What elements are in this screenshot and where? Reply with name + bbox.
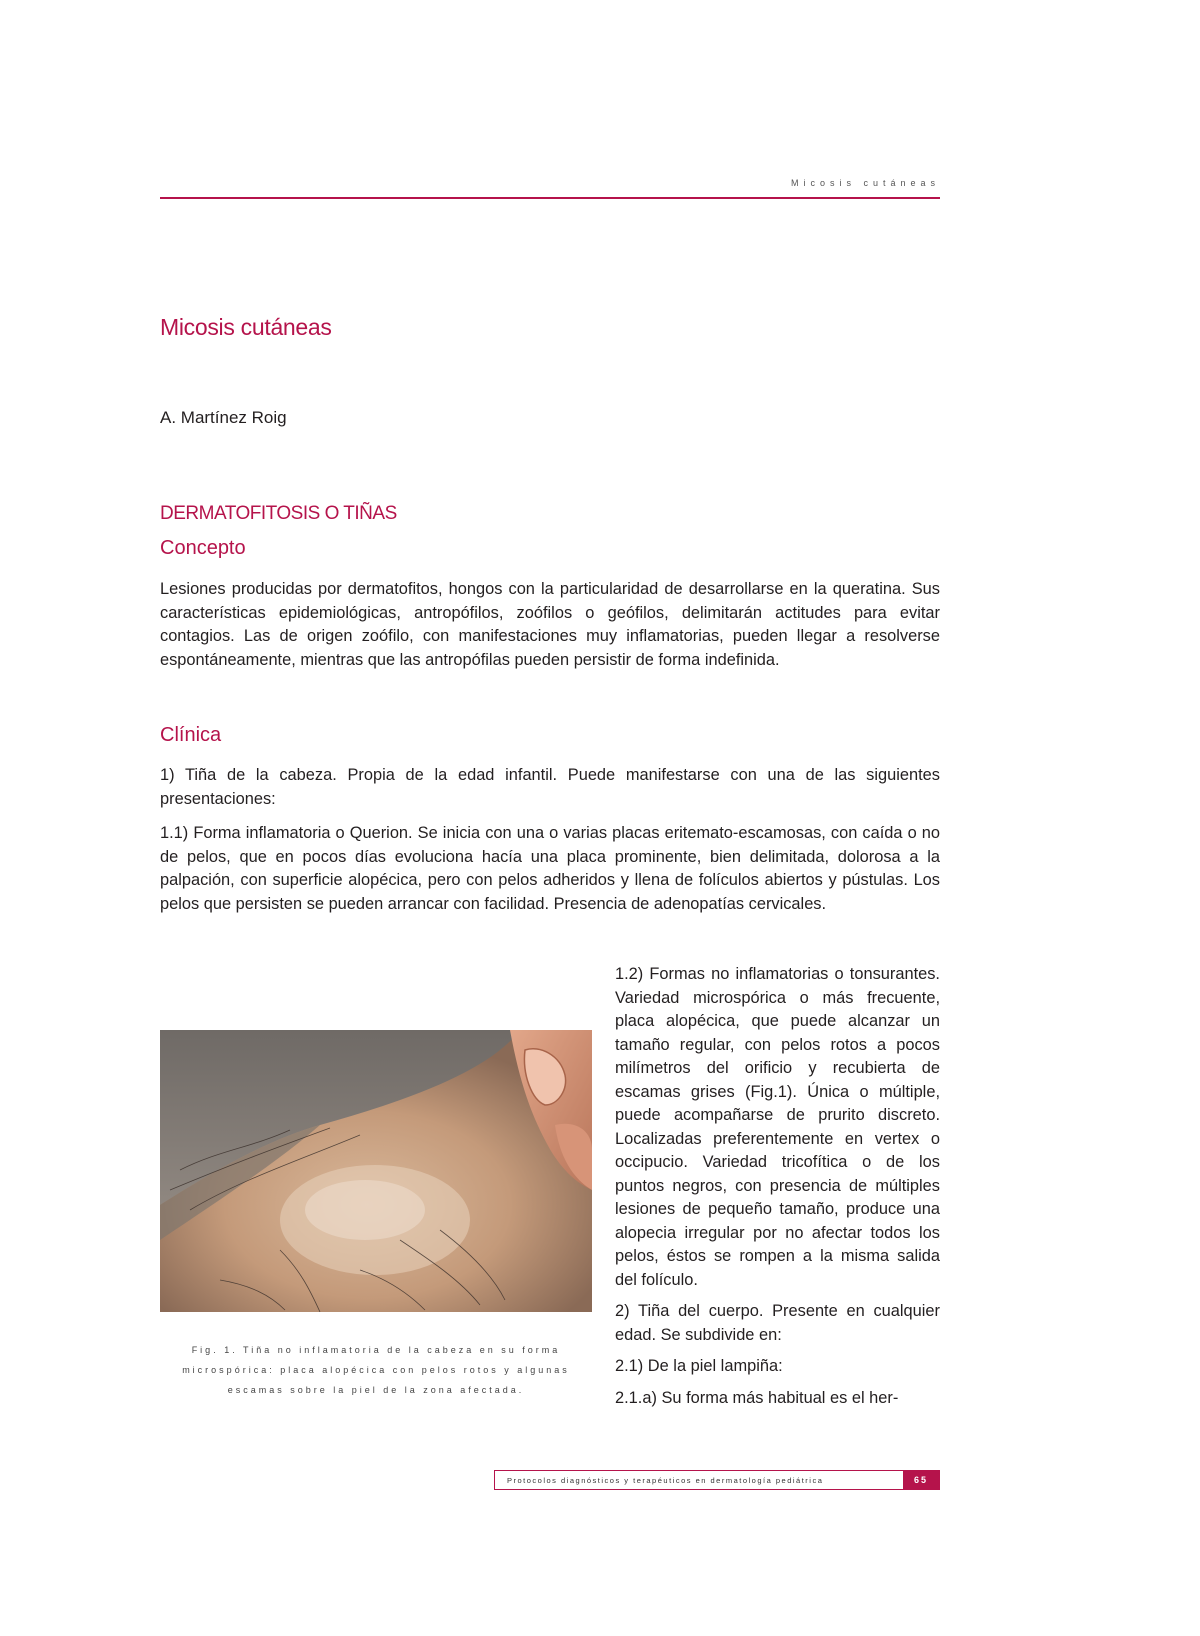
clinica-paragraph-3: 1.2) Formas no inflamatorias o tonsurantes. Variedad microspórica o más frecuente, placa alopécica, que puede alcanzar un tamaño regular, con pelos rotos a pocos milímetros del orificio y recubierta de escamas grises (Fig.1). Única o múltiple, puede acompañarse de prurito discreto. Localizadas preferentemente en vertex o occipucio. Variedad tricofítica o de los puntos negros, con presencia de múltiples lesiones de pequeño tamaño, produce una alopecia irregular por no afectar todos los pelos, éstos se rompen a la misma salida del folículo.: [615, 965, 940, 1289]
figure-1-photo: [160, 1030, 592, 1312]
header-rule: [160, 197, 940, 199]
figure-1-caption: [160, 1340, 592, 1400]
clinica-paragraph-2: 1.1) Forma inflamatoria o Querion. Se inicia con una o varias placas eritemato-escamosas, con caída o no de pelos, que en pocos días evoluciona hacía una placa prominente, bien delimitada, dolorosa a la palpación, con superficie alopécica, pero con pelos adheridos y llena de folículos abiertos y pústulas. Los pelos que persisten se pueden arrancar con facilidad. Presencia de adenopatías cervicales.: [160, 824, 940, 913]
concepto-heading: Concepto: [160, 537, 246, 559]
running-header: Micosis cutáneas: [790, 178, 940, 188]
page-footer: [494, 1470, 940, 1490]
page-number: 65: [903, 1471, 939, 1489]
clinica-heading: Clínica: [160, 724, 222, 746]
footer-book-title: Protocolos diagnósticos y terapéuticos en dermatología pediátrica: [507, 1475, 824, 1485]
clinica-paragraph-5: 2.1) De la piel lampiña:: [615, 1357, 783, 1375]
clinica-paragraph-1: 1) Tiña de la cabeza. Propia de la edad infantil. Puede manifestarse con una de las siguientes presentaciones:: [160, 766, 940, 808]
author-name: A. Martínez Roig: [160, 408, 287, 427]
concepto-paragraph: Lesiones producidas por dermatofitos, hongos con la particularidad de desarrollarse en la queratina. Sus características epidemiológicas, antropófilos, zoófilos o geófilos, delimitarán actitudes para evitar contagios. Las de origen zoófilo, con manifestaciones muy inflamatorias, pueden llegar a resolverse espontáneamente, mientras que las antropófilas pueden persistir de forma indefinida.: [160, 580, 940, 669]
caption-line: escamas sobre la piel de la zona afectada.: [227, 1385, 525, 1395]
clinica-paragraph-6: 2.1.a) Su forma más habitual es el her-: [615, 1388, 899, 1407]
article-title: Micosis cutáneas: [160, 314, 332, 340]
clinica-paragraph-4: 2) Tiña del cuerpo. Presente en cualquier edad. Se subdivide en:: [615, 1302, 940, 1344]
section-heading: DERMATOFITOSIS O TIÑAS: [160, 503, 397, 524]
caption-line: Fig. 1. Tiña no inflamatoria de la cabeza en su forma: [191, 1345, 561, 1355]
caption-line: microspórica: placa alopécica con pelos rotos y algunas: [182, 1365, 570, 1375]
